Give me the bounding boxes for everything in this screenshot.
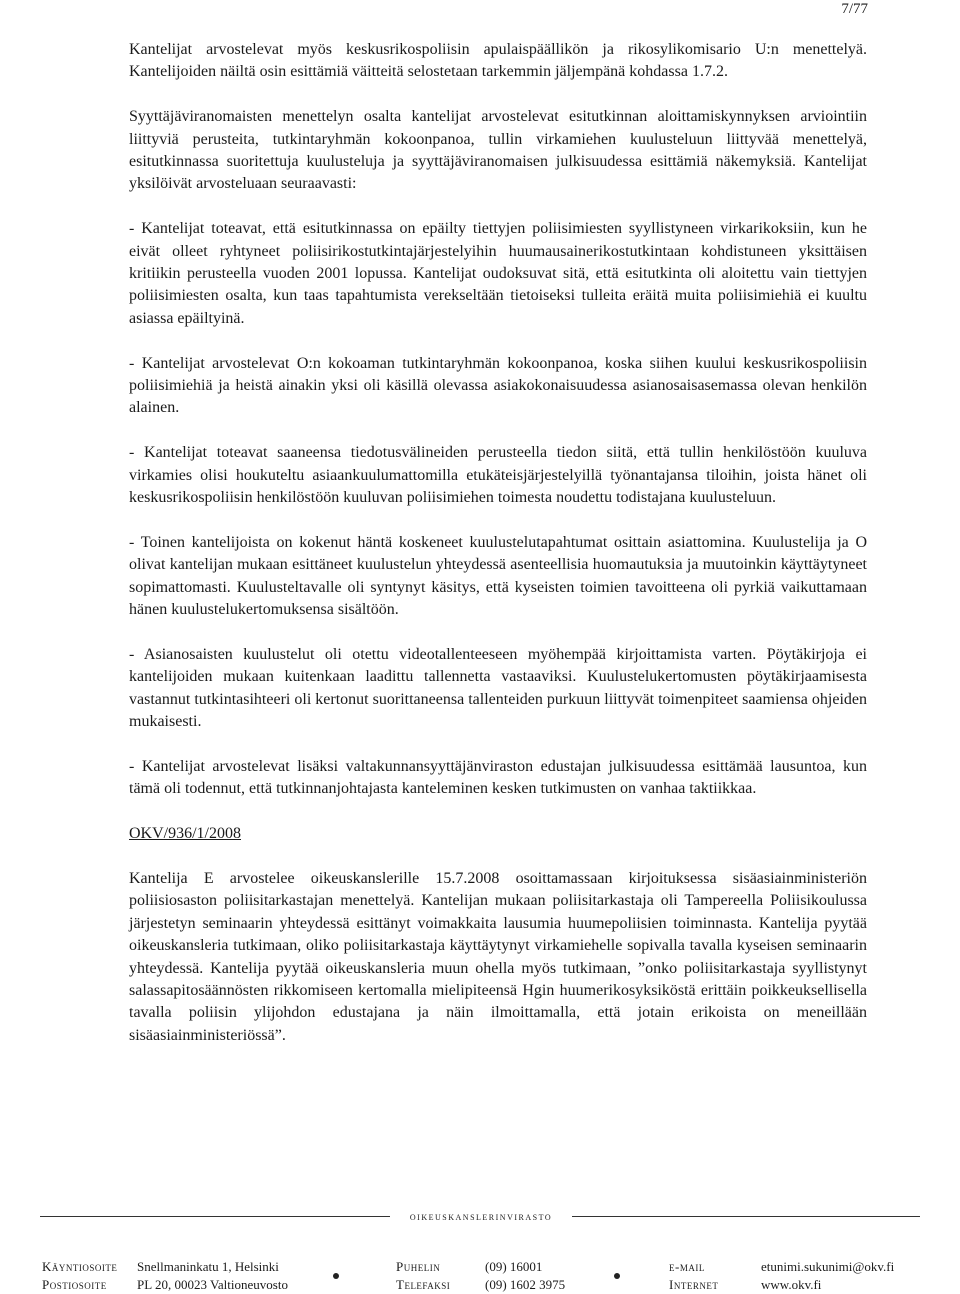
footer-brand: oikeuskanslerinvirasto	[409, 1209, 553, 1223]
paragraph: - Asianosaisten kuulustelut oli otettu videotallenteeseen myöhempää kirjoittamista varten. Pöytäkirjoja ei kantelijoiden mukaan kuitenkaan laadittu tallennetta vastaaviksi. Kuulustelukertomusten pöytäkirjaamisesta vastannut tutkintasihteeri oli kertonut suorittaneensa tallenteiden purkuun liittyvät toimenpiteet saamiensa ohjeiden mukaisesti.	[129, 645, 867, 731]
footer-contact-values	[761, 1258, 894, 1294]
paragraph: - Kantelijat toteavat, että esitutkinnassa on epäilty tiettyjen poliisimiesten syyllistyneen virkarikoksiin, kun he eivät olleet ryhtyneet poliisirikostutkintajärjestelyihin huumausainerikostutkintaan kohdistuneen yksittäisen kritiikin perusteella vuoden 2001 lopussa. Kantelijat oudoksuvat sitä, että esitutkinta oli aloitettu vain tiettyjen poliisimiesten osalta, kun taas tapahtumista verekseltään tietoiseksi tulleita eräitä muita poliisimiehiä ei kuultu asiassa epäiltyinä.	[129, 220, 867, 327]
postal-address-label: Postiosoite	[42, 1277, 107, 1292]
footer-divider	[572, 1216, 920, 1217]
email-address[interactable]: etunimi.sukunimi@okv.fi	[761, 1259, 895, 1274]
phone-label: Puhelin	[396, 1259, 441, 1274]
internet-label: Internet	[669, 1277, 719, 1292]
paragraph: - Kantelijat arvostelevat O:n kokoaman tutkintaryhmän kokoonpanoa, koska siihen kuului keskusrikospoliisin poliisimiehiä ja heistä ainakin yksi oli käsillä olevassa asiakokonaisuudessa asianosaisasemassa olevan henkilön alainen.	[129, 354, 867, 417]
separator-dot	[333, 1273, 339, 1279]
footer-phone-labels	[396, 1258, 450, 1294]
fax-label: Telefaksi	[396, 1277, 451, 1292]
separator-dot	[614, 1273, 620, 1279]
reference-number: OKV/936/1/2008	[129, 825, 241, 843]
paragraph: Kantelijat arvostelevat myös keskusrikospoliisin apulaispäällikön ja rikosylikomisario U:n menettelyä. Kantelijoiden näiltä osin esittämiä väitteitä selostetaan tarkemmin jäljempänä kohdassa 1.7.2.	[129, 41, 867, 81]
footer-address-values	[137, 1258, 288, 1294]
footer-address-labels	[42, 1258, 117, 1294]
phone-number: (09) 16001	[485, 1259, 543, 1274]
footer-divider	[40, 1216, 390, 1217]
footer-contact-labels	[669, 1258, 718, 1294]
document-body	[129, 39, 867, 1070]
paragraph: - Kantelijat arvostelevat lisäksi valtakunnansyyttäjänviraston edustajan julkisuudessa esittämää lausuntoa, kun tämä oli todennut, että tutkinnanjohtajasta kanteleminen kesken tutkimusten on vanhaa taktiikkaa.	[129, 757, 867, 798]
page-number: 7/77	[841, 1, 868, 17]
fax-number: (09) 1602 3975	[485, 1277, 566, 1292]
paragraph: Kantelija E arvostelee oikeuskanslerille 15.7.2008 osoittamassaan kirjoituksessa sisäasiainministeriön poliisiosaston poliisitarkastajan menettelyä. Kantelijan mukaan poliisitarkastaja oli Tampereella Poliisikoulussa järjestetyn seminaarin yhteydessä esittänyt voimakkaita lausumia huumepoliisien toiminnasta. Kantelija pyytää oikeuskansleria tutkimaan, oliko poliisitarkastaja käyttäytynyt virkamiehelle sopivalla tavalla kyseisen seminaarin yhteydessä. Kantelija pyytää oikeuskansleria muun ohella myös tutkimaan, ”onko poliisitarkastaja syyllistynyt salassapitosäännösten rikkomiseen kertomalla mielipiteensä Hgin huumerikosyksiköstä erittäin poikkeuksellisella tavalla poliisin ylijohdon edustajana ja näin ilmoittamalla, että jotain erikoista on meneillään sisäasiainministeriössä”.	[129, 869, 867, 1044]
paragraph: - Toinen kantelijoista on kokenut häntä koskeneet kuulustelutapahtumat osittain asiattomina. Kuulustelija ja O olivat kantelijan mukaan esittäneet kuulustelun yhteydessä asenteellisia huomautuksia ja muutoinkin käyttäytyneet sopimattomasti. Kuulusteltavalle oli syntynyt käsitys, että kyseisten toimien tavoitteena oli pyrkiä vaikuttamaan hänen kuulustelukertomuksensa sisältöön.	[129, 533, 867, 619]
postal-address: PL 20, 00023 Valtioneuvosto	[137, 1277, 288, 1292]
paragraph: - Kantelijat toteavat saaneensa tiedotusvälineiden perusteella tiedon siitä, että tullin henkilöstöön kuuluva virkamies olisi houkuteltu asiaankuulumattomilla etukäteisjärjestelyillä työnantajansa tiloihin, joista hänet oli keskusrikospoliisin henkilöstöön kuuluvan poliisimiehen toimesta noudettu todistajana kuulusteluun.	[129, 444, 867, 507]
paragraph: Syyttäjäviranomaisten menettelyn osalta kantelijat arvostelevat esitutkinnan aloittamiskynnyksen arviointiin liittyviä perusteita, tutkintaryhmän kokoonpanoa, tullin virkamiehen kuulusteluun liittyvää menettelyä, esitutkinnassa suoritettuja kuulusteluja ja syyttäjäviranomaisen julkisuudessa esittämiä näkemyksiä. Kantelijat yksilöivät arvosteluaan seuraavasti:	[129, 108, 867, 193]
footer-phone-values	[485, 1258, 565, 1294]
website-link[interactable]: www.okv.fi	[761, 1277, 822, 1292]
visit-address-label: Käyntiosoite	[42, 1259, 118, 1274]
visit-address: Snellmaninkatu 1, Helsinki	[137, 1259, 279, 1274]
email-label: e-mail	[669, 1259, 705, 1274]
